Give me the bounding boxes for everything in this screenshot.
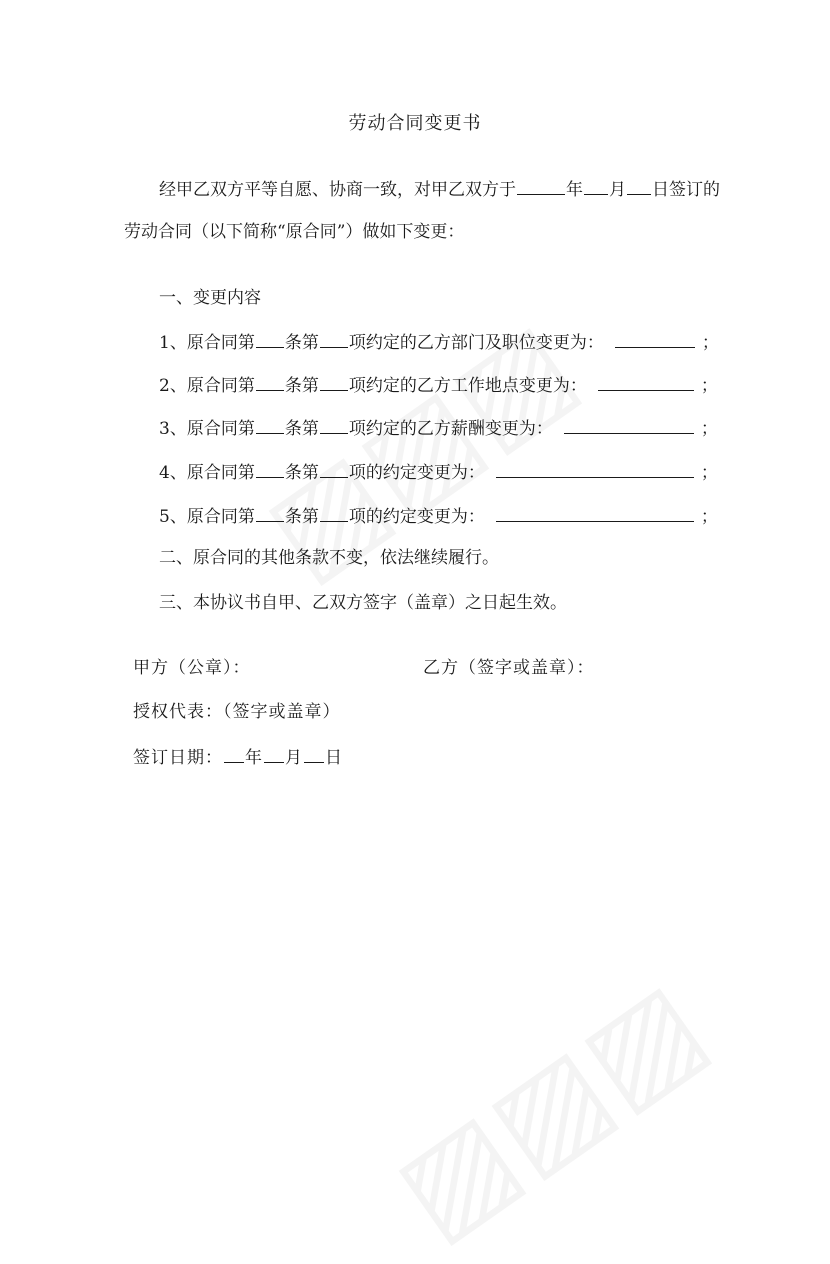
item-clause-text: 条第 bbox=[284, 507, 319, 527]
sign-year: 年 bbox=[245, 748, 263, 768]
sign-date-line bbox=[133, 744, 343, 770]
day-blank bbox=[627, 176, 651, 195]
clause-blank bbox=[256, 329, 284, 348]
value-blank bbox=[496, 459, 694, 478]
document-title: 劳动合同变更书 bbox=[348, 113, 482, 134]
item-clause-text: 条第 bbox=[284, 376, 319, 396]
value-blank bbox=[598, 372, 694, 391]
item-blank bbox=[320, 503, 348, 522]
section-1-heading: 一、变更内容 bbox=[159, 288, 261, 308]
sign-month: 月 bbox=[285, 748, 303, 768]
item-blank bbox=[320, 372, 348, 391]
intro-text-a: 经甲乙双方平等自愿、协商一致，对甲乙双方于 bbox=[159, 180, 516, 200]
party-a-label: 甲方（公章）： bbox=[133, 658, 251, 678]
intro-year: 年 bbox=[566, 180, 583, 200]
item-origin-text: 原合同第 bbox=[186, 419, 255, 439]
sign-month-blank bbox=[264, 744, 284, 763]
item-tail-text: 项约定的乙方部门及职位变更为： bbox=[348, 333, 604, 353]
clause-blank bbox=[256, 415, 284, 434]
item-blank bbox=[320, 459, 348, 478]
item-tail-text: 项的约定变更为： bbox=[348, 507, 485, 527]
list-item bbox=[159, 503, 718, 529]
section-3: 三、本协议书自甲、乙双方签字（盖章）之日起生效。 bbox=[159, 593, 567, 613]
item-origin-text: 原合同第 bbox=[186, 376, 255, 396]
item-origin-text: 原合同第 bbox=[186, 507, 255, 527]
item-semicolon: ； bbox=[700, 376, 718, 396]
year-blank bbox=[517, 176, 565, 195]
list-item bbox=[159, 415, 718, 441]
representative-label: 授权代表：（签字或盖章） bbox=[133, 702, 341, 722]
item-clause-text: 条第 bbox=[284, 463, 319, 483]
item-number: 1、 bbox=[159, 333, 187, 353]
sign-date-label: 签订日期： bbox=[133, 748, 223, 768]
item-semicolon: ； bbox=[700, 419, 718, 439]
intro-line-1 bbox=[159, 176, 720, 202]
clause-blank bbox=[256, 459, 284, 478]
item-blank bbox=[320, 415, 348, 434]
clause-blank bbox=[256, 372, 284, 391]
item-tail-text: 项约定的乙方薪酬变更为： bbox=[348, 419, 553, 439]
item-semicolon: ； bbox=[700, 507, 718, 527]
item-number: 4、 bbox=[159, 463, 187, 483]
item-number: 2、 bbox=[159, 376, 187, 396]
intro-month: 月 bbox=[609, 180, 626, 200]
item-tail-text: 项约定的乙方工作地点变更为： bbox=[348, 376, 587, 396]
value-blank bbox=[496, 503, 694, 522]
item-origin-text: 原合同第 bbox=[186, 333, 255, 353]
item-tail-text: 项的约定变更为： bbox=[348, 463, 485, 483]
list-item bbox=[159, 459, 718, 485]
value-blank bbox=[564, 415, 694, 434]
party-b-label: 乙方（签字或盖章）： bbox=[423, 658, 595, 678]
list-item bbox=[159, 329, 719, 355]
intro-line-2: 劳动合同（以下简称“原合同”）做如下变更： bbox=[124, 222, 465, 242]
month-blank bbox=[584, 176, 608, 195]
value-blank bbox=[615, 329, 695, 348]
sign-day-blank bbox=[304, 744, 324, 763]
item-number: 3、 bbox=[159, 419, 187, 439]
item-semicolon: ； bbox=[700, 463, 718, 483]
clause-blank bbox=[256, 503, 284, 522]
sign-year-blank bbox=[224, 744, 244, 763]
section-2: 二、原合同的其他条款不变，依法继续履行。 bbox=[159, 548, 499, 568]
item-clause-text: 条第 bbox=[284, 419, 319, 439]
item-clause-text: 条第 bbox=[284, 333, 319, 353]
list-item bbox=[159, 372, 718, 398]
item-semicolon: ； bbox=[701, 333, 719, 353]
intro-text-b: 日签订的 bbox=[652, 180, 720, 200]
item-number: 5、 bbox=[159, 507, 187, 527]
sign-day: 日 bbox=[325, 748, 343, 768]
item-blank bbox=[320, 329, 348, 348]
item-origin-text: 原合同第 bbox=[186, 463, 255, 483]
watermark bbox=[371, 955, 729, 1264]
